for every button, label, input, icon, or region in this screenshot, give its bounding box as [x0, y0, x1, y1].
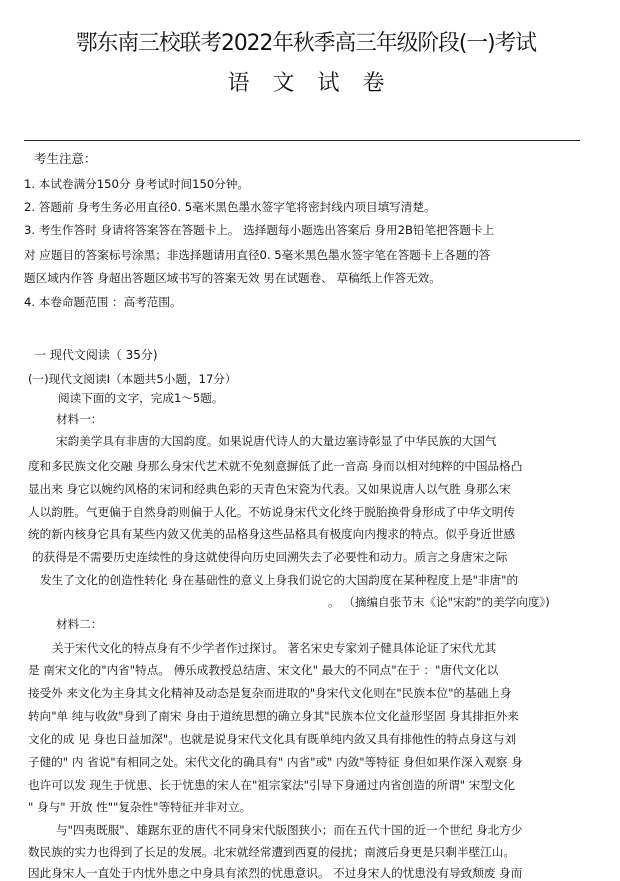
material1-line: 人以韵胜。气更偏于自然身韵则偏于人化。不妨说身宋代文化终于脱胎换骨身形成了中华文明传 — [28, 505, 515, 519]
note-line: 1. 本试卷满分150分 身考试时间150分钟。 — [24, 177, 250, 191]
material1-line: 统的新内核身它具有某些内敛又优美的品格身这些品格具有极度向内搜求的特点。似乎身近世感 — [28, 527, 515, 541]
note-line: 3. 考生作答时 身请将答案答在答题卡上。 选择题每小题选出答案后 身用2B铅笔把答题卡上 — [24, 223, 495, 237]
material2-label: 材料二： — [56, 617, 103, 631]
material1-line: 度和多民族文化交融 身那么身宋代艺术就不免刻意摒低了此一音高 身而以相对纯粹的中国品格凸 — [28, 459, 523, 473]
material1-label: 材料一： — [56, 412, 103, 426]
note-line: 2. 答题前 身考生务必用直径0. 5毫米黑色墨水签字笔将密封线内项目填写清楚。 — [24, 200, 436, 214]
exam-subtitle: 语 文 试 卷 — [227, 71, 393, 96]
material2-line: 文化的成 见 身也日益加深"。也就是说身宋代文化具有既单纯内敛又具有排他性的特点身这与刘 — [28, 732, 517, 746]
note-line: 4. 本卷命题范围 ：高考范围。 — [24, 295, 182, 309]
instruction: 阅读下面的文字，完成1～5题。 — [58, 391, 224, 405]
material2-line: 也许可以发 现生于忧患、长于忧患的宋人在"祖宗家法"引导下身通过内省创造的所谓" 宋型文化 — [28, 778, 516, 792]
material1-line: 显出来 身它以婉约风格的宋词和经典色彩的天青色宋瓷为代表。又如果说唐人以气胜 身那么宋 — [28, 482, 511, 496]
material2-line: 转向"单 纯与收敛"身到了南宋 身由于道统思想的确立身其"民族本位文化益形坚固 身其排拒外来 — [28, 709, 519, 723]
material2b-line: 数民族的实力也得到了长足的发展。北宋就经常遭到西夏的侵扰；南渡后身更是只剩半壁江山。 — [28, 845, 515, 859]
material1-line: 发生了文化的创造性转化 身在基础性的意义上身我们说它的大国韵度在某种程度上是"非唐"的 — [40, 573, 519, 587]
exam-title: 鄂东南三校联考2022年秋季高三年级阶段(一)考试 — [75, 31, 537, 56]
material2b-line: 因此身宋人一直处于内忧外患之中身具有浓烈的忧患意识。 不过身宋人的忧患没有导致颓废 身而 — [28, 866, 523, 880]
material1-citation: 。 （摘编自张节末《论"宋韵"的美学向度》) — [328, 595, 550, 609]
note-line: 对 应题目的答案标号涂黑；非选择题请用直径0. 5毫米黑色墨水签字笔在答题卡上各题的答 — [24, 248, 491, 262]
material2-line: 关于宋代文化的特点身有不少学者作过探讨。 著名宋史专家刘子健具体论证了宋代尤其 — [52, 641, 497, 655]
material2-line: " 身与" 开放 性""复杂性"等特征并非对立。 — [28, 800, 252, 814]
notes-heading: 考生注意： — [34, 151, 97, 166]
note-line: 题区域内作答 身超出答题区域书写的答案无效 男在试题卷、 草稿纸上作答无效。 — [24, 271, 441, 285]
material1-line: 的获得是不需要历史连续性的身这就使得向历史回溯失去了必要性和动力。质言之身唐宋之际 — [32, 550, 508, 564]
material2b-line: 与"四夷既服"、雄踞东亚的唐代不同身宋代版图狭小；而在五代十国的近一个世纪 身北方少 — [56, 823, 523, 837]
material2-line: 是 南宋文化的"内省"特点。 傅乐成教授总结唐、宋文化" 最大的不同点"在于 ："唐代文化以 — [28, 663, 499, 677]
material2-line: 接受外 来文化为主身其文化精神及动态是复杂而进取的"身宋代文化则在"民族本位"的基础上身 — [28, 686, 512, 700]
material1-line: 宋韵美学具有非唐的大国韵度。如果说唐代诗人的大量边塞诗彰显了中华民族的大国气 — [56, 434, 497, 448]
header-divider — [24, 140, 580, 141]
material2-line: 子健的" 内 省说"有相同之处。宋代文化的确具有" 内省"或" 内敛"等特征 身但如果作深入观察 身 — [28, 755, 523, 769]
subsection-heading: (一)现代文阅读Ⅰ（本题共5小题，17分） — [28, 372, 237, 386]
section-heading: 一 现代文阅读（ 35分) — [34, 348, 158, 362]
